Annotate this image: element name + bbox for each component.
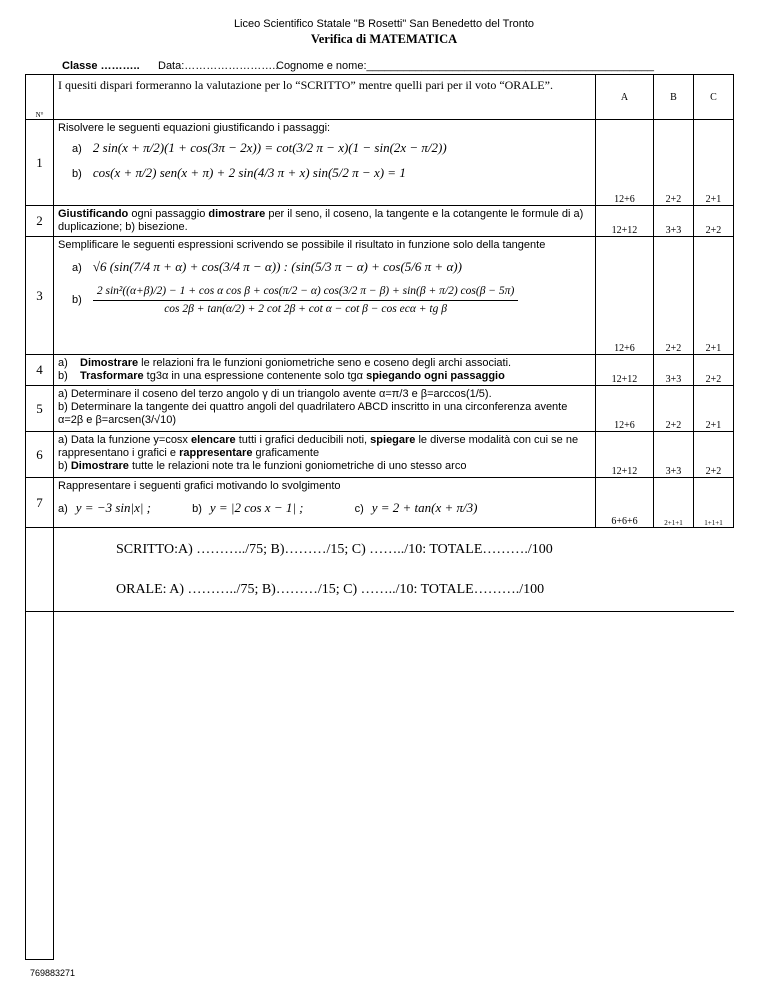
question-number: 2 [26,206,54,237]
points-c: 2+2 [694,206,734,237]
question-6b [58,460,591,473]
question-5-row [26,386,734,432]
emphasis: Dimostrare [70,460,129,472]
expression-3a-text: √6 (sin(7/4 π + α) + cos(3/4 π − α)) : (sin(5/3 π − α) + cos(5/6 π + α)) [92,259,462,274]
question-7-row [26,478,734,528]
points-c: 1+1+1 [694,478,734,528]
text-span: le relazioni fra le funzioni goniometriche seno e coseno degli archi associati. [138,357,512,369]
question-4-body [54,355,596,386]
label-b: b) [58,370,68,382]
answer-area [54,612,734,960]
graph-b: y = |2 cos x − 1| ; [209,500,304,515]
points-a: 12+12 [596,432,654,478]
answer-area-margin [26,612,54,960]
points-b: 2+2 [654,120,694,206]
school-name: Liceo Scientifico Statale "B Rosetti" San Benedetto del Tronto [233,18,535,30]
points-c: 2+2 [694,355,734,386]
emphasis: spiegando ogni passaggio [366,370,505,382]
equation-1a-text: 2 sin(x + π/2)(1 + cos(3π − 2x)) = cot(3/2 π − x)(1 − sin(2x − π/2)) [92,140,447,155]
emphasis: dimostrare [208,208,266,220]
points-b: 3+3 [654,355,694,386]
score-cell [54,528,734,612]
emphasis: Giustificando [58,208,129,220]
graph-a: y = −3 sin|x| ; [75,500,152,515]
emphasis: Trasformare [80,370,144,382]
intro-row [26,75,734,120]
points-a: 12+12 [596,355,654,386]
orale-score: ORALE: A) ………../75; B)………/15; C) ……../10: TOTALE………./100 [116,582,545,597]
label-b: b) [72,294,82,307]
col-c-header: C [694,75,734,120]
text-span: b) [58,460,71,472]
question-number: 4 [26,355,54,386]
points-b: 2+1+1 [654,478,694,528]
question-4-row [26,355,734,386]
question-5-body [54,386,596,432]
text-span: ogni passaggio [128,208,209,220]
points-a: 12+6 [596,386,654,432]
label-b: b) [72,168,82,180]
question-6-row [26,432,734,478]
question-4b [58,370,591,383]
question-3-row [26,237,734,355]
question-3-body [54,237,596,355]
question-1-text: Risolvere le seguenti equazioni giustificando i passaggi: [58,122,331,134]
answer-area-row [26,612,734,960]
question-1-body [54,120,596,206]
classe-field: Classe ……….. [62,60,140,72]
col-a-header: A [596,75,654,120]
points-a: 12+12 [596,206,654,237]
number-header: N° [26,75,54,120]
emphasis: Dimostrare [80,357,139,369]
text-span: le diverse modalità con cui se ne rappresentano i grafici e [58,434,579,459]
question-1-row [26,120,734,206]
question-number: 5 [26,386,54,432]
questions-table [25,74,734,960]
name-field: Cognome e nome:_______________________________________________ [276,60,655,72]
fraction-denominator: cos 2β + tan(α/2) + 2 cot 2β + cot α − cot β − cos ecα + tg β [164,303,447,315]
text-span: tg3α in una espressione contenente solo tgα [143,370,367,382]
label-b: b) [192,503,202,515]
points-b: 3+3 [654,432,694,478]
expression-3a [72,260,591,275]
scritto-score: SCRITTO:A) ………../75; B)………/15; C) ……../10: TOTALE………./100 [116,542,553,557]
emphasis: elencare [191,434,236,446]
label-a: a) [72,143,82,155]
points-c: 2+1 [694,120,734,206]
emphasis: rappresentare [179,447,253,459]
text-span: per il seno, il coseno, la tangente e la cotangente le formule di a) duplicazione; b) bisezione. [58,208,584,233]
question-5b: b) Determinare la tangente dei quattro angoli del quadrilatero ABCD inscritto in una circonferenza avente α=2β e β=arcsen(3/√10) [58,401,568,426]
points-c: 2+1 [694,237,734,355]
question-7-body [54,478,596,528]
intro-text: I quesiti dispari formeranno la valutazione per lo “SCRITTO” mentre quelli pari per il voto “ORALE”. [54,75,596,120]
col-b-header: B [654,75,694,120]
points-c: 2+1 [694,386,734,432]
graph-c: y = 2 + tan(x + π/3) [371,500,478,515]
question-number: 1 [26,120,54,206]
equation-1a [72,141,591,156]
question-6a [58,434,591,460]
question-3-text: Semplificare le seguenti espressioni scrivendo se possibile il risultato in funzione solo della tangente [58,239,546,251]
document-id: 769883271 [30,968,76,978]
expression-3b [72,285,591,316]
points-a: 12+6 [596,237,654,355]
points-b: 2+2 [654,237,694,355]
text-span: graficamente [252,447,320,459]
points-a: 12+6 [596,120,654,206]
question-7-graphs [58,501,591,516]
equation-1b [72,166,591,181]
test-title: Verifica di MATEMATICA [310,32,458,46]
score-blank-cell [26,528,54,612]
points-c: 2+2 [694,432,734,478]
question-5a: a) Determinare il coseno del terzo angolo γ di un triangolo avente α=π/3 e β=arccos(1/5). [58,388,492,400]
text-span: a) Data la funzione y=cosx [58,434,191,446]
date-field: Data:…………………….. [158,60,279,72]
question-4a [58,357,591,370]
question-6-body [54,432,596,478]
label-c: c) [354,503,364,515]
expression-3b-fraction [93,285,518,316]
points-b: 2+2 [654,386,694,432]
emphasis: spiegare [370,434,416,446]
equation-1b-text: cos(x + π/2) sen(x + π) + 2 sin(4/3 π + x) sin(5/2 π − x) = 1 [92,165,406,180]
points-a: 6+6+6 [596,478,654,528]
fraction-numerator: 2 sin²((α+β)/2) − 1 + cos α cos β + cos(π/2 − α) cos(3/2 π − β) + sin(β + π/2) cos(β − 5π) [93,285,518,301]
label-a: a) [58,503,68,515]
label-a: a) [72,262,82,274]
question-number: 7 [26,478,54,528]
label-a: a) [58,357,68,369]
question-7-text: Rappresentare i seguenti grafici motivando lo svolgimento [58,480,341,492]
score-row [26,528,734,612]
question-number: 3 [26,237,54,355]
question-2-text [54,206,596,237]
question-number: 6 [26,432,54,478]
text-span: tutti i grafici deducibili noti, [235,434,371,446]
points-b: 3+3 [654,206,694,237]
question-2-row [26,206,734,237]
text-span: tutte le relazioni note tra le funzioni goniometriche di uno stesso arco [128,460,467,472]
